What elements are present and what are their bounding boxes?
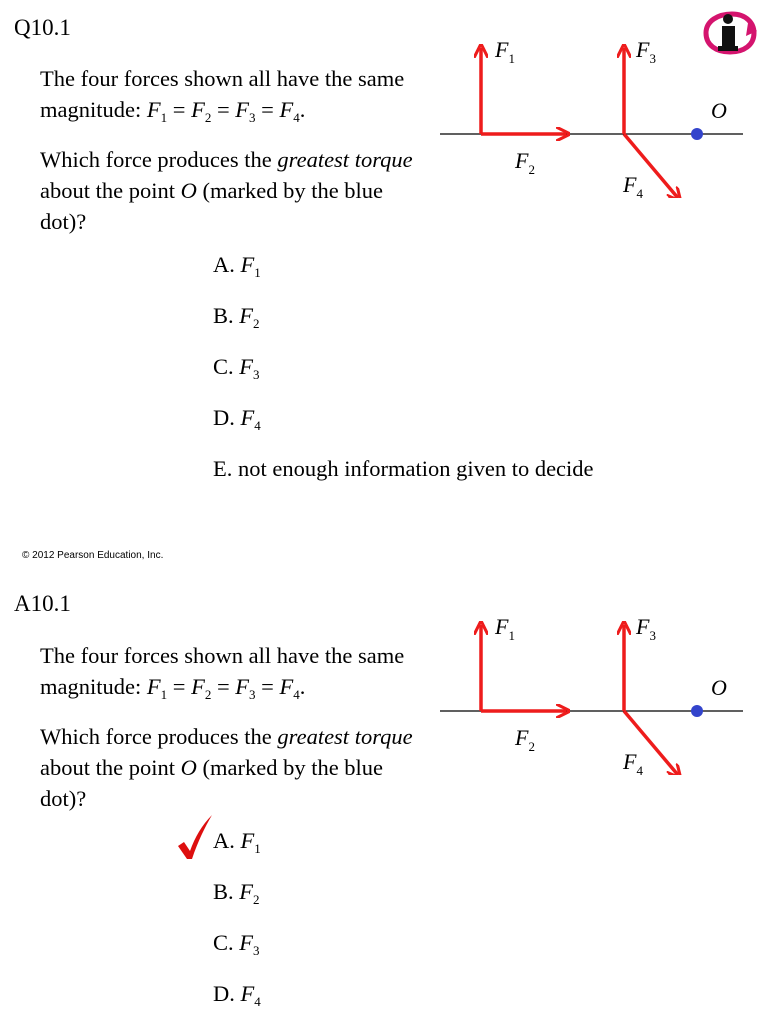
- option-a[interactable]: A. $F_1$: [213, 828, 261, 856]
- force-diagram: [440, 28, 760, 198]
- label-point-o: O: [711, 98, 727, 123]
- label-f1: $F_1$: [495, 37, 515, 66]
- answer-slide: [0, 575, 768, 1024]
- slide-label: Q10.1: [14, 15, 71, 40]
- label-point-o: O: [711, 675, 727, 700]
- question-text: [40, 63, 430, 237]
- question-ask: Which force produces the greatest torque about the point O (marked by the blue dot)?: [40, 147, 413, 234]
- option-c[interactable]: C. $F_3$: [213, 930, 260, 958]
- option-b[interactable]: B. $F_2$: [213, 303, 260, 331]
- option-d[interactable]: D. $F_4$: [213, 981, 261, 1009]
- option-b[interactable]: B. $F_2$: [213, 879, 260, 907]
- point-o-dot: [691, 705, 703, 717]
- label-f3: $F_3$: [636, 614, 656, 643]
- label-f2: $F_2$: [515, 148, 535, 177]
- question-text: [40, 640, 430, 814]
- question-intro: The four forces shown all have the same magnitude: $F_1 = F_2 = F_3 = F_4$.: [40, 66, 405, 125]
- slide-label: A10.1: [14, 591, 71, 616]
- question-ask: Which force produces the greatest torque about the point O (marked by the blue dot)?: [40, 724, 413, 811]
- force-diagram: [440, 605, 760, 775]
- question-intro: The four forces shown all have the same magnitude: $F_1 = F_2 = F_3 = F_4$.: [40, 643, 405, 702]
- label-f2: $F_2$: [515, 725, 535, 754]
- option-c[interactable]: C. $F_3$: [213, 354, 260, 382]
- option-a[interactable]: A. $F_1$: [213, 252, 261, 280]
- label-f1: $F_1$: [495, 614, 515, 643]
- copyright-notice: © 2012 Pearson Education, Inc.: [22, 550, 164, 561]
- option-e[interactable]: E. not enough information given to decide: [213, 456, 594, 481]
- point-o-dot: [691, 128, 703, 140]
- label-f4: $F_4$: [623, 749, 643, 775]
- checkmark-icon: [175, 813, 215, 863]
- option-d[interactable]: D. $F_4$: [213, 405, 261, 433]
- label-f3: $F_3$: [636, 37, 656, 66]
- label-f4: $F_4$: [623, 172, 643, 198]
